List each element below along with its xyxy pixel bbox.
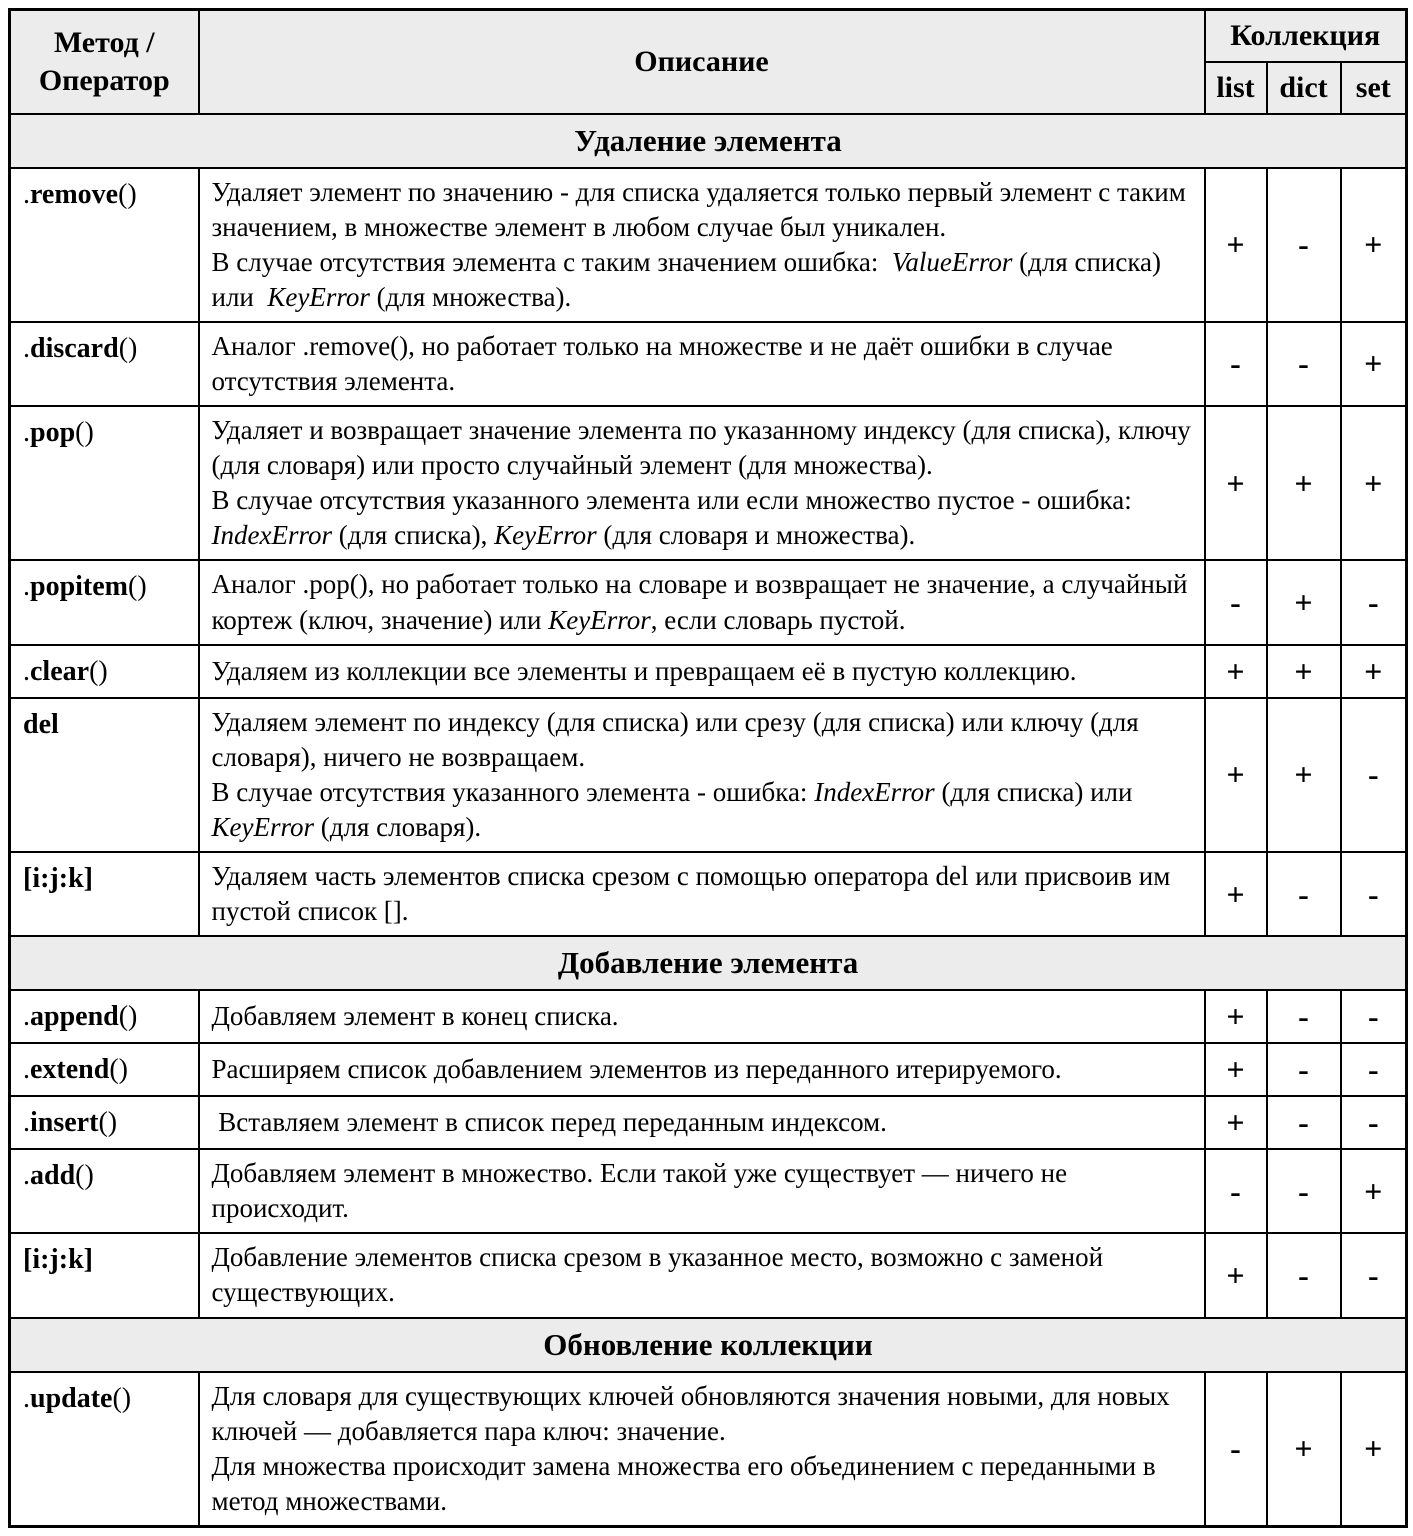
section-title: Обновление коллекции [10, 1318, 1407, 1372]
sign-cell-set: - [1341, 1043, 1407, 1096]
table-row [10, 322, 1407, 406]
method-cell [10, 1372, 199, 1527]
header-description: Описание [199, 10, 1205, 114]
header-method-operator: Метод / Оператор [10, 10, 199, 114]
text-segment: . [23, 655, 30, 687]
description-paragraph [212, 1449, 1192, 1519]
sign-cell-dict: + [1267, 645, 1341, 698]
table-row [10, 1149, 1407, 1233]
text-segment: IndexError [814, 776, 935, 807]
text-segment: В случае отсутствия указанного элемента - ошибка: [211, 776, 815, 807]
text-segment: . [23, 1160, 30, 1192]
method-cell [10, 1096, 199, 1149]
description-paragraph [211, 413, 1198, 483]
sign-cell-list: + [1205, 168, 1267, 322]
text-segment: ValueError [891, 246, 1013, 277]
section-row [10, 114, 1407, 168]
description-paragraph [212, 1240, 1192, 1310]
method-cell [10, 852, 199, 936]
sign-cell-list: - [1205, 560, 1267, 644]
description-paragraph [211, 567, 1195, 637]
sign-cell-set: - [1341, 990, 1407, 1043]
method-cell [10, 560, 199, 644]
sign-cell-set: + [1341, 1149, 1407, 1233]
description-paragraph [212, 245, 1192, 315]
text-segment: . [23, 1054, 30, 1086]
text-segment: Удаляет элемент по значению - для списка удаляется только первый элемент с таким значением, в множестве элемент в любом случае был уникален. [211, 176, 1193, 242]
description-paragraph [212, 1156, 1192, 1226]
text-segment: В случае отсутствия указанного элемента или если множество пустое - ошибка: [211, 485, 1139, 516]
sign-cell-dict: - [1267, 990, 1341, 1043]
text-segment: () [75, 1160, 94, 1192]
text-segment: . [23, 1107, 30, 1139]
description-cell [199, 1149, 1205, 1233]
sign-cell-list: + [1205, 645, 1267, 698]
text-segment: Расширяем список добавлением элементов из переданного итерируемого. [211, 1054, 1062, 1085]
text-segment: IndexError [211, 520, 332, 551]
method-cell [10, 990, 199, 1043]
text-segment: (для списка) или [934, 776, 1140, 807]
description-paragraph [212, 999, 1192, 1034]
text-segment: (для списка) или [211, 246, 1168, 312]
sign-cell-set: + [1341, 1372, 1407, 1527]
description-cell [199, 645, 1205, 698]
sign-cell-list: + [1205, 852, 1267, 936]
text-segment: () [75, 417, 94, 449]
table-row [10, 852, 1407, 936]
sign-cell-dict: - [1267, 1043, 1341, 1096]
sign-cell-set: + [1341, 322, 1407, 406]
text-segment: Аналог .remove(), но работает только на множестве и не даёт ошибки в случае отсутствия элемента. [211, 330, 1120, 396]
method-cell [10, 168, 199, 322]
collections-methods-table [8, 8, 1408, 1528]
text-segment: В случае отсутствия элемента с таким значением ошибка: [211, 246, 892, 277]
table-row [10, 1233, 1407, 1317]
section-row [10, 1318, 1407, 1372]
text-segment: (для множества). [369, 281, 572, 312]
sign-cell-dict: - [1267, 852, 1341, 936]
table-row [10, 168, 1407, 322]
sign-cell-dict: - [1267, 168, 1341, 322]
description-cell [199, 852, 1205, 936]
description-cell [199, 1233, 1205, 1317]
description-paragraph [212, 1052, 1192, 1087]
sign-cell-dict: - [1267, 322, 1341, 406]
text-segment: Для множества происходит замена множества его объединением с переданными в метод множествами. [211, 1450, 1163, 1516]
description-paragraph [212, 483, 1192, 553]
table-row [10, 406, 1407, 560]
description-cell [199, 406, 1205, 560]
text-segment: Удаляем элемент по индексу (для списка) или срезу (для списка) или ключу (для словаря), ничего не возвращаем. [211, 706, 1146, 772]
text-segment: KeyError [494, 520, 597, 551]
text-segment: popitem [30, 571, 128, 603]
table-body [10, 114, 1407, 1527]
text-segment: [i:j:k] [23, 1244, 93, 1276]
section-row [10, 936, 1407, 990]
text-segment: clear [30, 655, 90, 687]
sign-cell-set: - [1341, 1233, 1407, 1317]
method-cell [10, 645, 199, 698]
text-segment: () [128, 571, 147, 603]
header-collection: Коллекция [1205, 10, 1407, 62]
text-segment: append [30, 1001, 119, 1033]
text-segment: () [98, 1107, 118, 1139]
text-segment: () [118, 1001, 138, 1033]
sign-cell-set: - [1341, 852, 1407, 936]
text-segment: extend [30, 1054, 110, 1086]
description-paragraph [212, 329, 1192, 399]
table-row [10, 1372, 1407, 1527]
text-segment: pop [30, 417, 76, 449]
table-row [10, 990, 1407, 1043]
text-segment: add [30, 1160, 76, 1192]
description-paragraph [212, 775, 1192, 845]
sign-cell-list: + [1205, 1043, 1267, 1096]
sign-cell-list: - [1205, 322, 1267, 406]
text-segment: update [30, 1382, 113, 1414]
text-segment: Добавление элементов списка срезом в указанное место, возможно с заменой существующих. [211, 1242, 1110, 1308]
sign-cell-list: - [1205, 1372, 1267, 1527]
text-segment: KeyError [548, 604, 651, 635]
text-segment: , если словарь пустой. [650, 604, 906, 635]
sign-cell-dict: - [1267, 1096, 1341, 1149]
text-segment: Добавляем элемент в множество. Если такой уже существует — ничего не происходит. [211, 1158, 1074, 1224]
description-paragraph [212, 175, 1192, 245]
method-cell [10, 406, 199, 560]
sign-cell-dict: - [1267, 1149, 1341, 1233]
header-subcol-dict: dict [1267, 62, 1341, 114]
description-paragraph [212, 1379, 1192, 1449]
sign-cell-list: + [1205, 698, 1267, 852]
description-cell [199, 1043, 1205, 1096]
sign-cell-dict: + [1267, 1372, 1341, 1527]
text-segment: () [118, 178, 137, 210]
header-subcol-list: list [1205, 62, 1267, 114]
description-cell [199, 990, 1205, 1043]
description-cell [199, 698, 1205, 852]
sign-cell-set: - [1341, 698, 1407, 852]
method-cell [10, 1233, 199, 1317]
text-segment: del [23, 708, 59, 740]
section-title: Удаление элемента [10, 114, 1407, 168]
text-segment: (для списка), [331, 520, 495, 551]
text-segment: () [109, 1054, 128, 1086]
sign-cell-dict: + [1267, 698, 1341, 852]
description-paragraph [212, 1105, 1192, 1140]
text-segment: . [23, 1001, 30, 1033]
sign-cell-list: + [1205, 990, 1267, 1043]
sign-cell-set: - [1341, 1096, 1407, 1149]
text-segment: KeyError [211, 811, 314, 842]
header-subcol-set: set [1341, 62, 1407, 114]
table-header [10, 10, 1407, 114]
text-segment: Удаляем часть элементов списка срезом с помощью оператора del или присвоив им пустой список []. [211, 861, 1178, 927]
method-cell [10, 322, 199, 406]
sign-cell-set: - [1341, 560, 1407, 644]
sign-cell-dict: + [1267, 406, 1341, 560]
sign-cell-set: + [1341, 406, 1407, 560]
sign-cell-list: + [1205, 1233, 1267, 1317]
text-segment: () [112, 1382, 132, 1414]
description-paragraph [212, 654, 1192, 689]
table-row [10, 1043, 1407, 1096]
text-segment: insert [30, 1107, 99, 1139]
method-cell [10, 1043, 199, 1096]
sign-cell-dict: + [1267, 560, 1341, 644]
sign-cell-dict: - [1267, 1233, 1341, 1317]
method-cell [10, 1149, 199, 1233]
text-segment: . [23, 417, 30, 449]
text-segment: remove [30, 178, 119, 210]
text-segment: Удаляет и возвращает значение элемента по указанному индексу (для списка), ключу (для словаря) или просто случайный элемент (для множества). [211, 415, 1198, 481]
description-paragraph [212, 705, 1192, 775]
text-segment: discard [30, 332, 119, 364]
description-cell [199, 1372, 1205, 1527]
description-cell [199, 1096, 1205, 1149]
text-segment: Аналог .pop(), но работает только на словаре и возвращает не значение, а случайный кортеж (ключ, значение) или [211, 569, 1195, 635]
description-cell [199, 322, 1205, 406]
table-row [10, 1096, 1407, 1149]
text-segment: Удаляем из коллекции все элементы и превращаем её в пустую коллекцию. [211, 655, 1077, 686]
text-segment: Вставляем элемент в список перед переданным индексом. [211, 1107, 887, 1138]
text-segment: [i:j:k] [23, 863, 93, 894]
text-segment: . [23, 178, 30, 210]
text-segment: (для словаря и множества). [596, 520, 916, 551]
table-row [10, 560, 1407, 644]
table-row [10, 645, 1407, 698]
text-segment: (для словаря). [314, 811, 482, 842]
sign-cell-set: + [1341, 645, 1407, 698]
text-segment: . [23, 332, 30, 364]
text-segment: Добавляем элемент в конец списка. [211, 1001, 619, 1032]
section-title: Добавление элемента [10, 936, 1407, 990]
text-segment: . [23, 571, 30, 603]
sign-cell-list: + [1205, 406, 1267, 560]
method-cell [10, 698, 199, 852]
text-segment: KeyError [267, 281, 370, 312]
description-cell [199, 168, 1205, 322]
sign-cell-list: - [1205, 1149, 1267, 1233]
text-segment: . [23, 1382, 30, 1414]
text-segment: () [118, 332, 138, 364]
sign-cell-set: + [1341, 168, 1407, 322]
description-cell [199, 560, 1205, 644]
sign-cell-list: + [1205, 1096, 1267, 1149]
text-segment: Для словаря для существующих ключей обновляются значения новыми, для новых ключей — добавляется пара ключ: значение. [211, 1380, 1177, 1446]
description-paragraph [212, 859, 1192, 929]
table-row [10, 698, 1407, 852]
text-segment: () [89, 655, 108, 687]
